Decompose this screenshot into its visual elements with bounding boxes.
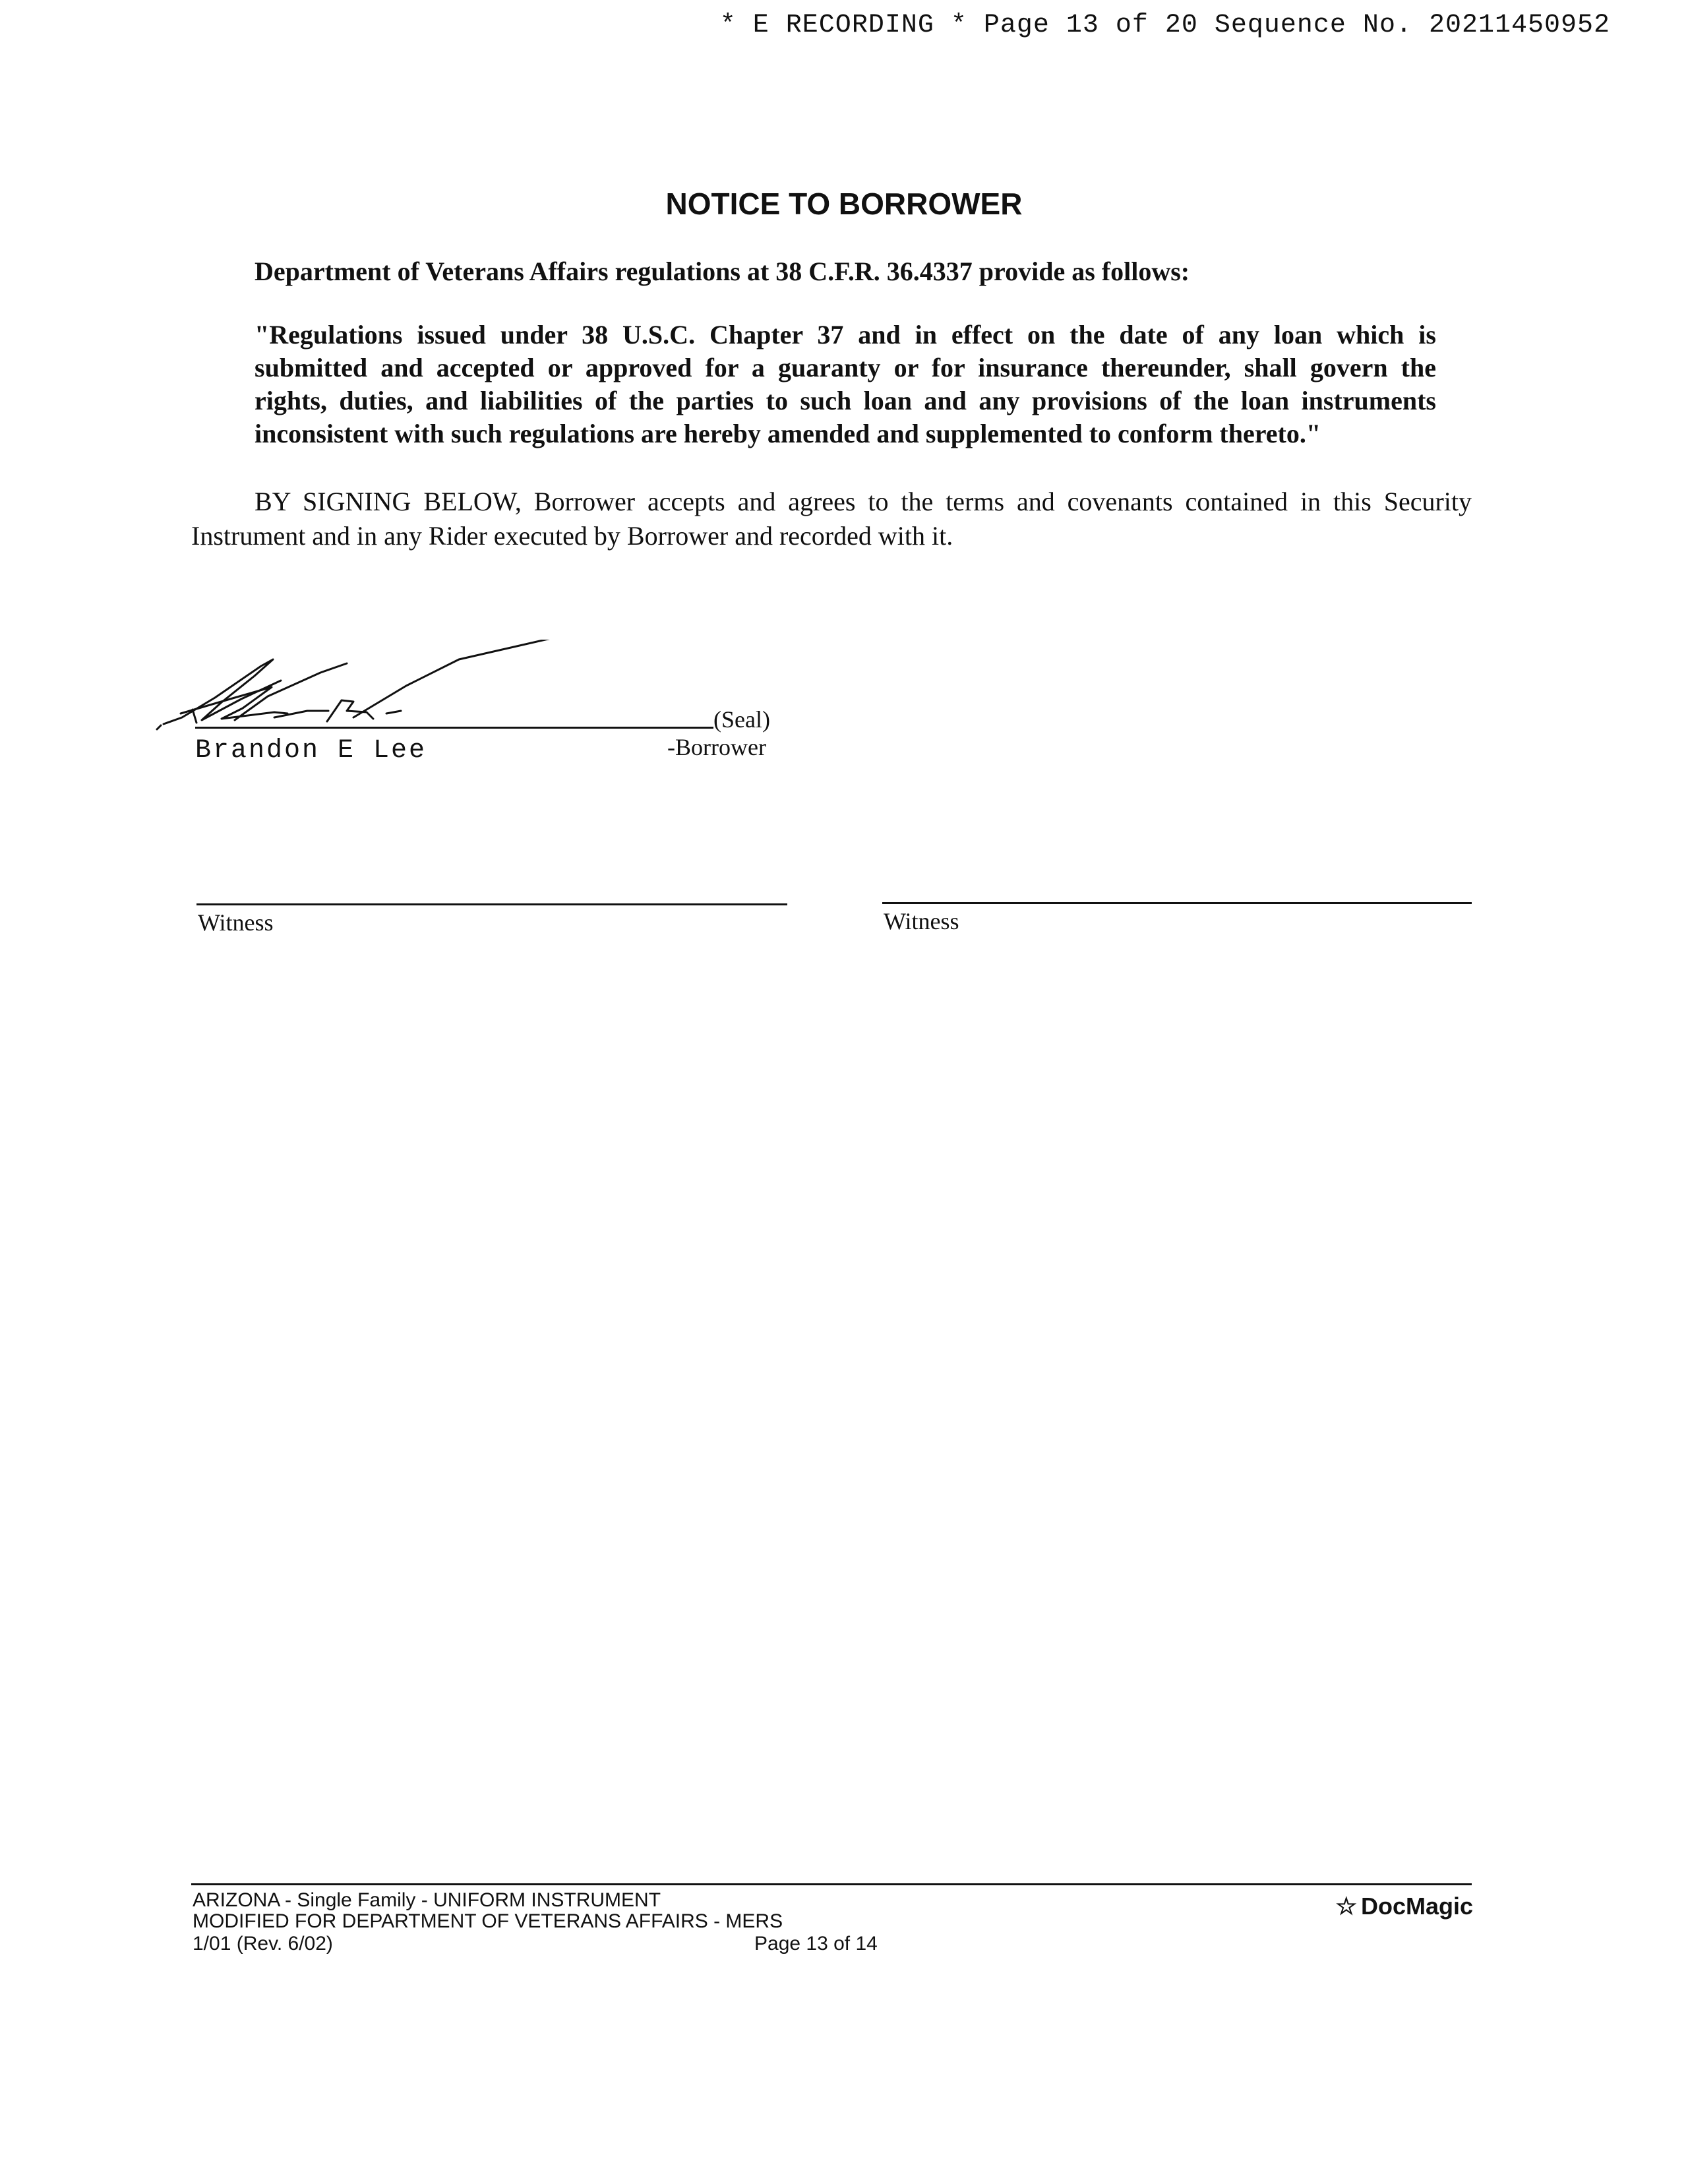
footer-revision: 1/01 (Rev. 6/02): [193, 1933, 333, 1955]
footer-rule: [191, 1883, 1472, 1885]
footer-form-subtitle: MODIFIED FOR DEPARTMENT OF VETERANS AFFAIRS - MERS: [193, 1910, 783, 1932]
handwritten-signature: [156, 640, 564, 739]
recording-stamp: * E RECORDING * Page 13 of 20 Sequence No. 20211450952: [719, 11, 1610, 40]
star-outline-icon: ☆: [1335, 1893, 1357, 1920]
witness-label-right: Witness: [884, 908, 959, 934]
quote-line: submitted and accepted or approved for a guaranty or for insurance thereunder, shall govern the: [255, 353, 1436, 382]
signing-line: Instrument and in any Rider executed by Borrower and recorded with it.: [191, 521, 953, 551]
signer-name: Brandon E Lee: [195, 736, 427, 766]
regulation-quote: [255, 318, 1436, 450]
witness-line-right: [882, 902, 1472, 904]
intro-paragraph: Department of Veterans Affairs regulations at 38 C.F.R. 36.4337 provide as follows:: [255, 257, 1190, 286]
docmagic-logo: [1336, 1893, 1473, 1920]
signing-line: BY SIGNING BELOW, Borrower accepts and agrees to the terms and covenants contained in this Security: [255, 487, 1472, 516]
quote-line: rights, duties, and liabilities of the parties to such loan and any provisions of the loan instruments: [255, 386, 1436, 415]
borrower-role-label: -Borrower: [667, 734, 766, 760]
quote-line: "Regulations issued under 38 U.S.C. Chapter 37 and in effect on the date of any loan which is: [255, 320, 1436, 349]
quote-line: inconsistent with such regulations are hereby amended and supplemented to conform thereto.": [255, 419, 1321, 448]
seal-label: (Seal): [713, 706, 770, 733]
footer-form-title: ARIZONA - Single Family - UNIFORM INSTRUMENT: [193, 1889, 661, 1911]
witness-label-left: Witness: [198, 909, 274, 936]
brand-name: DocMagic: [1360, 1893, 1473, 1920]
signing-paragraph: [191, 485, 1472, 553]
footer-page-number: Page 13 of 14: [754, 1933, 878, 1955]
witness-line-left: [196, 903, 787, 905]
signature-line: [195, 727, 713, 729]
page-title: NOTICE TO BORROWER: [665, 187, 1023, 221]
